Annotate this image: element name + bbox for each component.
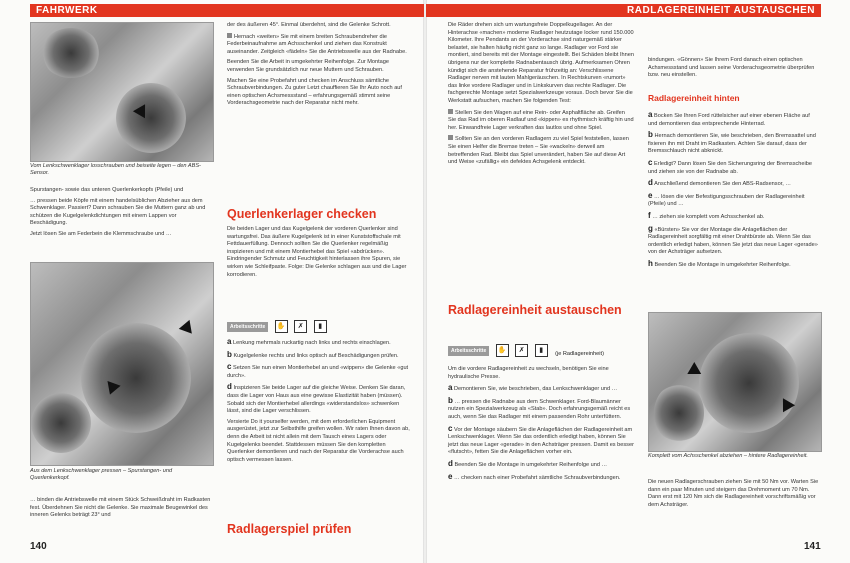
page-number-right: 141 bbox=[804, 541, 821, 552]
caption-rear-wheel-bearing: Komplett vom Achsschenkel abziehen – hintere Radlagereinheit. bbox=[648, 453, 808, 459]
paragraph: Versierte Do it yourselfer werden, mit dem erforderlichen Equipment ausgerüstet, jetzt zur Selbsthilfe greifen wollen. Wir raten Ihnen davon ab, denn die Arbeit ist nicht allein mit dem Tausch eines Lagers oder Kugelgelenks beendet. Stattdessen müssen Sie den kompletten Querlenker demontieren und nach der Reparatur die Vorderachse auch optisch vermessen lassen. bbox=[227, 418, 410, 463]
tool-icon: ▮ bbox=[314, 320, 327, 333]
right-col1-steps bbox=[448, 366, 634, 485]
bullet-icon bbox=[448, 109, 453, 114]
right-col2-bottom bbox=[648, 479, 820, 512]
paragraph: … pressen beide Köpfe mit einem handelsüblichen Abzieher aus dem Schwenklager. Passiert? Dann schrauben Sie die Muttern ganz ab und schützen die Kugelgelenkdichtungen mit einem Lappen vor Beschädigung. bbox=[30, 197, 206, 227]
right-col2-top bbox=[648, 57, 820, 83]
step-b: b … pressen die Radnabe aus dem Schwenklager. Ford-Blaumänner nutzen ein Spezialwerkzeug als «Stab». Doch erfahrungsgemäß reicht es auch, wenn Sie das Radlager mit einem passenden Rohr unterfüttern. bbox=[448, 395, 631, 420]
right-page bbox=[426, 0, 850, 563]
paragraph: Hernach «weiten» Sie mit einem breiten Schraubendreher die Federbeinaufnahme am Achsschenkel und ziehen das Konstrukt auseinander. Zeitgleich «fädeln» Sie die Antriebswelle aus der Radnabe. bbox=[227, 33, 407, 55]
page-number-left: 140 bbox=[30, 541, 47, 552]
step-b: b Kugelgelenke rechts und links optisch auf Beschädigungen prüfen. bbox=[227, 349, 399, 359]
step-f: f … ziehen sie komplett vom Achsschenkel ab. bbox=[648, 210, 765, 220]
step-c: c Setzen Sie nun einen Montierhebel an und «wippen» die Gelenke «gut durch». bbox=[227, 362, 409, 379]
paragraph: Die neuen Radlagerschrauben ziehen Sie mit 50 Nm vor. Warten Sie dann ein paar Minuten und steigern das Drehmoment um 70 Nm. Dann erst mit 120 Nm sich die Radlagereinheit vorschriftsmäßig vor dem Achsträger. bbox=[648, 479, 819, 508]
left-col1-bottom bbox=[30, 497, 212, 523]
wrench-icon: ✗ bbox=[515, 344, 528, 357]
bullet-2: Sollten Sie an den vorderen Radlagern zu viel Spiel feststellen, lassen Sie einen Helfer die Bremse treten – Sie «wackeln» derweil am betreffenden Rad. Bleibt das Spiel unverändert, haben Sie auf diese Art und Weise «zufällig» ein defektes Achsgelenk entdeckt. bbox=[448, 136, 629, 166]
caption-abs-sensor: Vom Lenkschwenklager losschrauben und beiseite legen – den ABS-Sensor. bbox=[30, 163, 201, 176]
step-c: c Erledigt? Dann lösen Sie den Sicherungsring der Bremsscheibe und ziehen sie von der Radnabe ab. bbox=[648, 157, 812, 175]
heading-radlagereinheit: Radlagereinheit austauschen bbox=[448, 303, 622, 317]
right-col2-steps bbox=[648, 111, 820, 273]
work-steps-badge-row bbox=[227, 318, 327, 336]
paragraph: Beenden Sie die Arbeit in umgekehrter Reihenfolge. Zur Montage verwenden Sie grundsätzlich nur neue Muttern und Schrauben. bbox=[227, 59, 390, 73]
paragraph: Um die vordere Radlagereinheit zu wechseln, benötigen Sie eine hydraulische Presse. bbox=[448, 366, 609, 380]
hand-icon: ✋ bbox=[496, 344, 509, 357]
step-e: e … checken nach einer Probefahrt sämtliche Schraubverbindungen. bbox=[448, 471, 621, 481]
page-header-left: FAHRWERK bbox=[30, 4, 424, 17]
step-d: d Beenden Sie die Montage in umgekehrter Reihenfolge und … bbox=[448, 458, 608, 468]
heading-querlenkerlager: Querlenkerlager checken bbox=[227, 207, 377, 221]
bullet-1: Stellen Sie den Wagen auf eine Rein- oder Asphaltfläche ab. Greifen Sie das Rad im oberen Radlauf und «kippen» es rhythmisch kräftig hin und her. Einwandfreie Lager verkraften das lautlos und ohne Spiel. bbox=[448, 109, 634, 131]
per-unit-note: (je Radlagereinheit) bbox=[555, 351, 604, 357]
photo-abs-sensor bbox=[30, 22, 214, 162]
step-h: h Beenden Sie die Montage in umgekehrter Reihenfolge. bbox=[648, 258, 791, 268]
paragraph: … binden die Antriebswelle mit einem Stück Schweißdraht im Radkasten fest. Überdehnen Sie nicht die Gelenke. Sie maximale Beugewinkel des inneren Gelenks beträgt 23° und bbox=[30, 497, 211, 519]
paragraph: Die Räder drehen sich um wartungsfreie Doppelkugellager. An der Hinterachse «machen» moderne Radlager heutzutage locker rund 150.000 Kilometer. Ihre Pendants an der Vorderachse sind naturgemäß stärker belastet, sie halten häufig nicht ganz so lange. Radlager vor Ford sie montiert, sind bereits mit der Montage eingestellt. Bei Schäden bleibt Ihnen übrigens nur der komplette Radnabentausch übrig. Aufmerksamen Ohren kündigt sich die anstehende Reparatur frühzeitig an: Verschlissene Radlager nerven mit lauten Mahlgeräuschen. In Rechtskurven «rumort» das linke vordere Radlager und in Linkskurven das rechte Radlager. Die fachgerechte Montage setzt Spezialwerkzeuge voraus. Doch bevor Sie die Werkstatt aufsuchen, machen Sie folgenden Test: bbox=[448, 22, 634, 104]
left-col1-top bbox=[30, 187, 212, 242]
wrench-icon: ✗ bbox=[294, 320, 307, 333]
left-col2-mid bbox=[227, 226, 413, 282]
hand-icon: ✋ bbox=[275, 320, 288, 333]
paragraph: Die beiden Lager und das Kugelgelenk der vorderen Querlenker sind wartungsfrei. Das äußere Kugelgelenk ist in einer Kunststoffschale mit Fettdauerfüllung. Dennoch sollten Sie die Querlenker regelmäßig inspizieren und mit einem Montierhebel das Spiel «abdrücken». Eindringender Schmutz und Feuchtigkeit hinterlassen ihre Spuren, sie wirken wie Schleifpaste. Folge: Die Gelenke schlagen aus und die Lager korrodieren. bbox=[227, 226, 407, 278]
caption-press-joints: Aus dem Lenkschwenklager pressen – Spurstangen- und Querlenkerkopf. bbox=[30, 468, 173, 481]
work-steps-badge-row-right bbox=[448, 342, 634, 360]
paragraph: der des äußeren 45°. Einmal überdehnt, sind die Gelenke Schrott. bbox=[227, 22, 391, 28]
step-a: a Lenkung mehrmals ruckartig nach links und rechts einschlagen. bbox=[227, 337, 391, 346]
step-e: e … lösen die vier Befestigungsschrauben der Radlagereinheit (Pfeile) und … bbox=[648, 190, 805, 208]
page-header-right: RADLAGEREINHEIT AUSTAUSCHEN bbox=[426, 4, 821, 17]
photo-rear-wheel-bearing bbox=[648, 312, 822, 452]
bullet-icon bbox=[448, 135, 453, 140]
work-steps-badge: Arbeitsschritte bbox=[448, 346, 489, 356]
step-a: a Demontieren Sie, wie beschrieben, das Lenkschwenklager und … bbox=[448, 383, 618, 393]
left-col2-steps bbox=[227, 338, 413, 467]
step-c: c Vor der Montage säubern Sie die Anlageflächen der Radlagereinheit am Lenkschwenklager. Wenn Sie das ordentlich erledigt haben, können Sie jetzt das neue Lager «gerade» in den Achsträger pressen. Damit es besser «flutscht», fetten Sie die Anlageflächen vorher ein. bbox=[448, 423, 634, 456]
left-col2-top bbox=[227, 22, 413, 111]
tool-icon: ▮ bbox=[535, 344, 548, 357]
step-d: d Inspizieren Sie beide Lager auf die gleiche Weise. Denken Sie daran, dass die Lager von Haus aus eine gewisse Elastizität haben (müssen). Sobald sich der Montierhebel allerdings «widerstandslos» schwenken lässt, sind die Lager verschlissen. bbox=[227, 382, 406, 415]
photo-press-joints bbox=[30, 262, 214, 466]
step-a: a Bocken Sie Ihren Ford rüttelsicher auf einer ebenen Fläche auf und demontieren das entsprechende Hinterrad. bbox=[648, 110, 810, 127]
paragraph: bindungen. «Gönnen» Sie Ihrem Ford danach einen optischen Achsmessstand und lassen seine Vorderachsgeometrie überprüfen bzw. neu einstellen. bbox=[648, 57, 815, 79]
paragraph: Jetzt lösen Sie am Federbein die Klemmschraube und … bbox=[30, 230, 172, 237]
bullet-icon bbox=[227, 33, 232, 38]
left-page bbox=[0, 0, 424, 563]
heading-radlagerspiel: Radlagerspiel prüfen bbox=[227, 522, 352, 536]
paragraph: Spurstangen- sowie das unteren Querlenkerkopfs (Pfeile) und bbox=[30, 187, 184, 193]
step-b: b Hernach demontieren Sie, wie beschrieben, den Bremssattel und fixieren ihn mit Draht im Radkasten. Achten Sie darauf, dass der Bremsschlauch nicht abknickt. bbox=[648, 130, 816, 155]
right-col1-top bbox=[448, 22, 634, 170]
heading-radlagereinheit-hinten: Radlagereinheit hinten bbox=[648, 93, 740, 103]
paragraph: Machen Sie eine Probefahrt und checken im Anschluss sämtliche Schraubverbindungen. Zu guter Letzt chauffieren Sie Ihr Auto noch auf einen optischen Achsmessstand – erfahrungsgemäß stimmt seine Vorderachsgeometrie nach der Reparatur nicht mehr. bbox=[227, 77, 402, 107]
step-d: d Anschließend demontieren Sie den ABS-Radsensor, … bbox=[648, 178, 791, 188]
step-g: g «Bürsten» Sie vor der Montage die Anlageflächen der Radlagereinheit sorgfältig mit einer Drahtbürste ab. Wenn Sie das ordentlich erledigt haben, können Sie jetzt das neue Lager «gerade» von der Achsträger aufsetzen. bbox=[648, 223, 818, 256]
work-steps-badge: Arbeitsschritte bbox=[227, 322, 268, 332]
